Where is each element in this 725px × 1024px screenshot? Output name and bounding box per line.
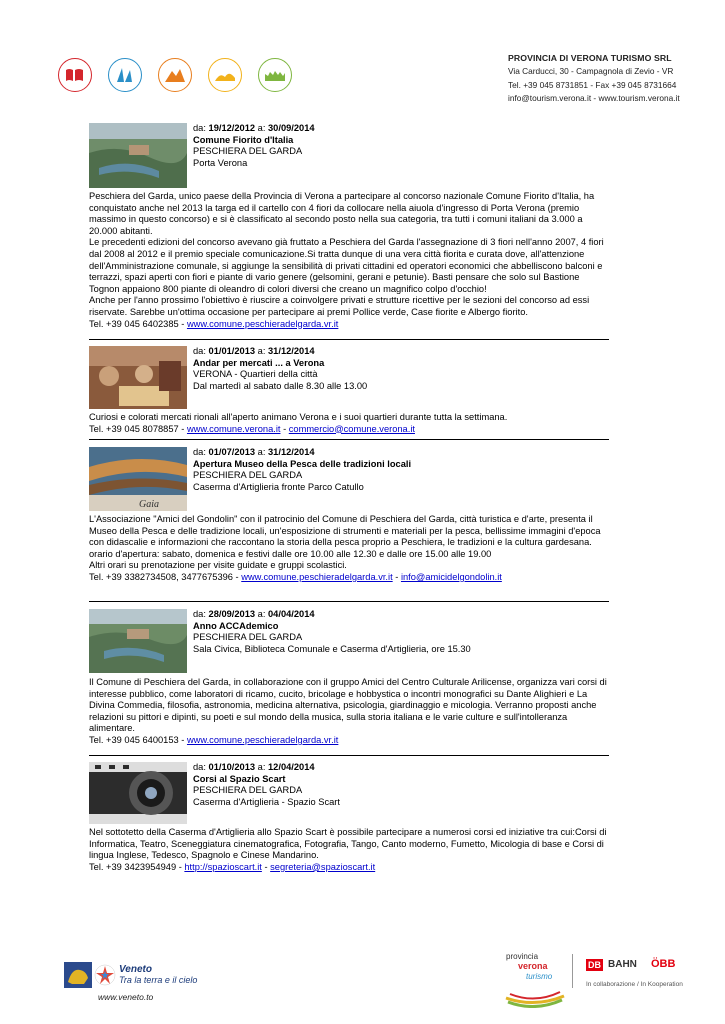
divider [572, 954, 573, 988]
event-photo [89, 762, 187, 824]
company-address: Via Carducci, 30 - Campagnola di Zevio - VR [508, 66, 674, 77]
company-web: info@tourism.verona.it - www.tourism.verona.it [508, 93, 680, 104]
plain-icon [258, 58, 292, 92]
event-email-link[interactable]: info@amicidelgondolin.it [400, 571, 502, 582]
city-art-icon [58, 58, 92, 92]
lake-icon [108, 58, 142, 92]
event-place: PESCHIERA DEL GARDA [193, 785, 303, 796]
event-dates: da: 28/09/2013 a: 04/04/2014 [193, 609, 315, 619]
veneto-url[interactable]: www.veneto.to [98, 992, 154, 1002]
event-description [89, 412, 609, 435]
event-venue: Caserma d'Artiglieria fronte Parco Catullo [193, 481, 364, 492]
event-place: PESCHIERA DEL GARDA [193, 146, 303, 157]
star-icon [94, 964, 116, 986]
event-place: PESCHIERA DEL GARDA [193, 470, 303, 481]
mountain-icon [158, 58, 192, 92]
event-link[interactable]: www.comune.peschieradelgarda.vr.it [186, 734, 339, 745]
event-body: Il Comune di Peschiera del Garda, in collaborazione con il gruppo Amici del Centro Culturale Arilicense, organizza vari corsi di interesse pubblico, come laboratori di ricamo, cucito, bricolage e hobbystica o incontri monografici su Dante Alighieri e La Divina Commedia, filosofia, astronomia, medicina alternativa, psicologia, giardinaggio e micologia. Verranno proposti anche relazioni su pittori e dipinti, su poeti e sul mondo della musica, sulla storia italiana e le varie culture e sull'intolleranza alimentare. [89, 677, 607, 734]
event-contact: Tel. +39 045 6402385 - www.comune.peschieradelgarda.vr.it [89, 318, 339, 329]
divider [89, 439, 609, 440]
pvt-line3: turismo [526, 972, 553, 981]
event-description [89, 677, 609, 747]
pvt-line2: verona [518, 961, 548, 971]
event-body: L'Associazione "Amici del Gondolin" con il patrocinio del Comune di Peschiera del Garda, città turistica e d'arte, presenta il Museo della Pesca e delle tradizione locali, un'esposizione di strumenti e materiali per la pesca, bellissime immagini d'epoca con didascalie e informazioni che raccontano la storia della pesca proprio a Peschiera, le tradizioni e la cultura gardesana. orario d'apertura: sabato, domenica e festivi dalle ore 10.00 alle 12.30 e dalle ore 15.00 alle 19.00 Altri orari su prenotazione per visite guidate e gruppi scolastici. [89, 514, 601, 571]
event-title: Apertura Museo della Pesca delle tradizioni locali [193, 458, 412, 469]
partner-logos [500, 950, 700, 1010]
event-meta [193, 762, 603, 808]
event-title: Comune Fiorito d'Italia [193, 134, 294, 145]
event-place: PESCHIERA DEL GARDA [193, 632, 303, 643]
event-description [89, 514, 609, 584]
divider [89, 601, 609, 602]
event-dates: da: 01/01/2013 a: 31/12/2014 [193, 346, 315, 356]
event-contact: Tel. +39 045 6400153 - www.comune.peschieradelgarda.vr.it [89, 734, 339, 745]
event-body: Curiosi e colorati mercati rionali all'aperto animano Verona e i suoi quartieri durante tutta la settimana. [89, 412, 508, 422]
event-email-link[interactable]: segreteria@spazioscart.it [270, 861, 376, 872]
company-phone: Tel. +39 045 8731851 - Fax +39 045 8731664 [508, 79, 677, 90]
event-dates: da: 01/10/2013 a: 12/04/2014 [193, 762, 315, 772]
event-link[interactable]: www.comune.peschieradelgarda.vr.it [186, 318, 339, 329]
event-dates: da: 19/12/2012 a: 30/09/2014 [193, 123, 315, 133]
event-meta [193, 447, 603, 493]
event-description [89, 827, 609, 873]
event-venue: Dal martedì al sabato dalle 8.30 alle 13.00 [193, 380, 368, 391]
event-place: VERONA - Quartieri della città [193, 369, 318, 380]
db-logo: DB [588, 960, 601, 970]
event-meta [193, 123, 603, 169]
bahn-logo: BAHN [608, 959, 637, 970]
divider [89, 755, 609, 756]
event-contact: Tel. +39 3423954949 - http://spazioscart.it - segreteria@spazioscart.it [89, 861, 376, 872]
event-venue: Caserma d'Artiglieria - Spazio Scart [193, 796, 340, 807]
event-meta [193, 609, 603, 655]
event-photo [89, 346, 187, 409]
event-venue: Porta Verona [193, 157, 248, 168]
company-name: PROVINCIA DI VERONA TURISMO SRL [508, 53, 672, 63]
event-title: Anno ACCAdemico [193, 620, 279, 631]
event-photo [89, 123, 187, 188]
pvt-line1: provincia [506, 952, 539, 961]
event-venue: Sala Civica, Biblioteca Comunale e Caserma d'Artiglieria, ore 15.30 [193, 643, 471, 654]
event-contact: Tel. +39 045 8078857 - www.comune.verona.it - commercio@comune.verona.it [89, 423, 415, 434]
event-meta [193, 346, 603, 392]
event-email-link[interactable]: commercio@comune.verona.it [288, 423, 415, 434]
event-body: Peschiera del Garda, unico paese della Provincia di Verona a partecipare al concorso nazionale Comune Fiorito d'Italia, ha conquistato anche nel 2013 la targa ed il cartello con 4 fiori da collocare nella aiuola d'ingresso di Porta Verona (premio massimo in questo concorso) e si è classificato al secondo posto nella sua categoria, tra tutti i comuni italiani da 3.000 a 20.000 abitanti. Le precedenti edizioni del concorso avevano già fruttato a Peschiera del Garda l'assegnazione di 3 fiori nell'anno 2007, 4 fiori dal 2008 al 2012 e il premio speciale comunicazione.Si tratta dunque di una vera città fiorita e curata dove, all'attenzione dell'Amministrazione comunale, si aggiunge la sensibilità di privati cittadini ed operatori economici che abbelliscono balconi e terrazzi, spazi aperti con fiori e piante di vario genere (gelsomini, gerani e petunie). Basti pensare che solo sul Bastione Tognon appaiono 800 piante di oleandro di colori diversi che creano un magnifico colpo d'occhio! Anche per l'anno prossimo l'obiettivo è riuscire a coinvolgere privati e strutture ricettive per le sezioni del concorso ad essi riservate. Sarebbe un'ottima occasione per partecipare ai premi Pollice verde, Case fiorite e Albergo fiorito. [89, 191, 604, 317]
event-description [89, 191, 609, 330]
svg-text:Gaia: Gaia [139, 499, 159, 510]
obb-logo: ÖBB [651, 958, 676, 970]
hills-icon [208, 58, 242, 92]
divider [89, 339, 609, 340]
event-contact: Tel. +39 3382734508, 3477675396 - www.comune.peschieradelgarda.vr.it - info@amicidelgondolin.it [89, 571, 502, 582]
event-link[interactable]: www.comune.peschieradelgarda.vr.it [241, 571, 393, 582]
veneto-logo [64, 962, 198, 1010]
header-contact [508, 52, 708, 106]
event-title: Andar per mercati ... a Verona [193, 357, 325, 368]
event-photo [89, 447, 187, 511]
lion-icon [64, 962, 92, 988]
event-photo [89, 609, 187, 673]
veneto-title: Veneto [119, 964, 152, 975]
event-link[interactable]: http://spazioscart.it [184, 861, 262, 872]
cooperation-text: In collaborazione / In Kooperation [586, 981, 683, 988]
provincia-verona-turismo-logo [500, 950, 570, 1008]
event-link[interactable]: www.comune.verona.it [186, 423, 281, 434]
event-title: Corsi al Spazio Scart [193, 773, 286, 784]
veneto-tagline: Tra la terra e il cielo [119, 975, 198, 985]
event-dates: da: 01/07/2013 a: 31/12/2014 [193, 447, 315, 457]
event-body: Nel sottotetto della Caserma d'Artiglieria allo Spazio Scart è possibile partecipare a numerosi corsi ed iniziative tra cui:Corsi di Informatica, Teatro, Sceneggiatura cinematografica, Fotografia, Tango, Canto moderno, Fumetto, Micologia di base e Corsi di lingua Inglese, Tedesco, Spagnolo e Cinese Mandarino. [89, 827, 607, 861]
